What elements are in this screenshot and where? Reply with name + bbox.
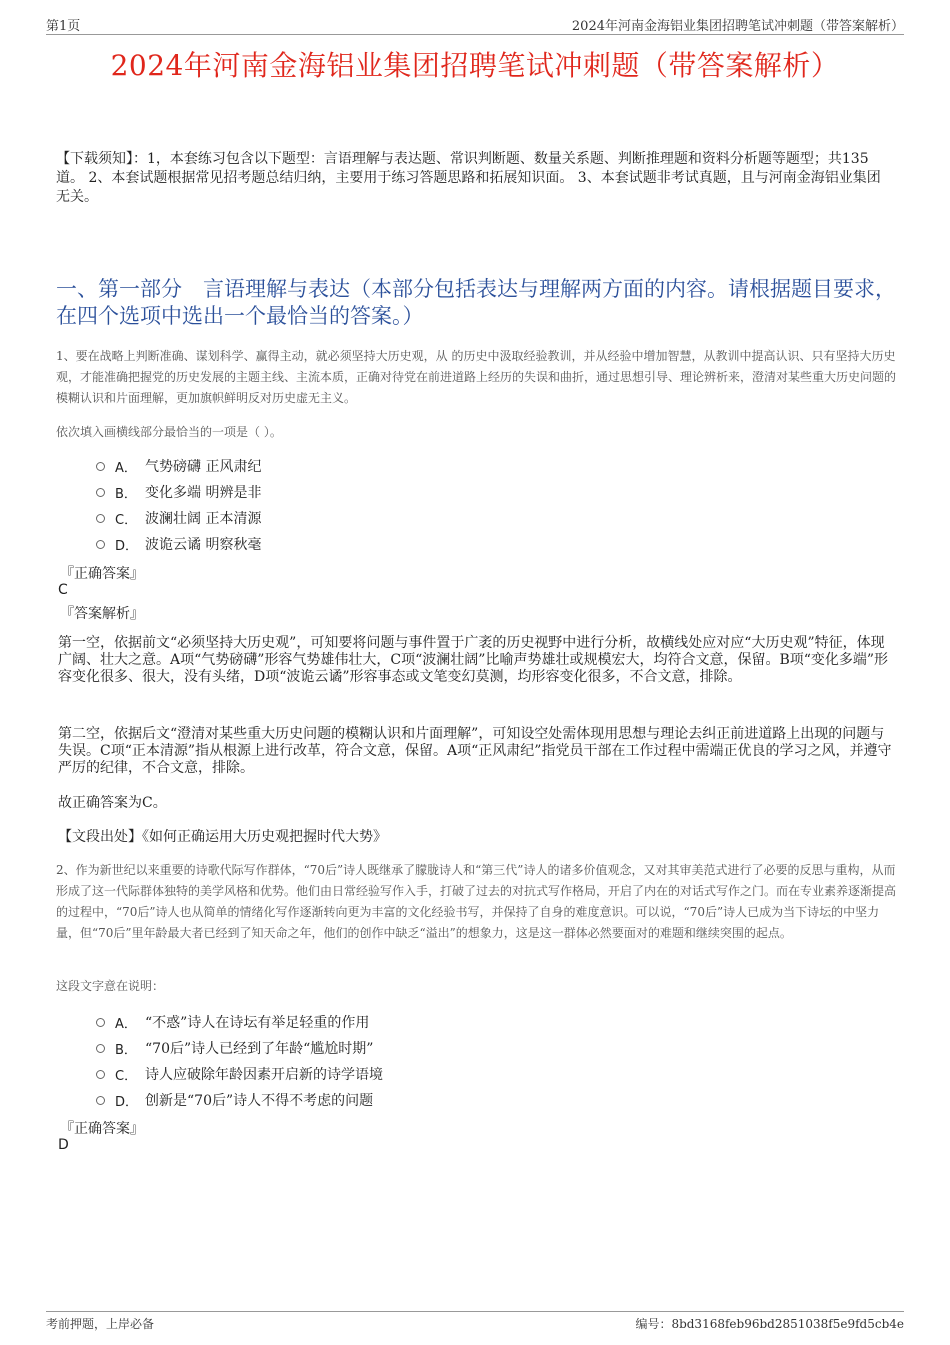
option-b[interactable]: B． “70后”诗人已经到了年龄“尴尬时期” [96, 1035, 383, 1061]
page-number: 第1页 [46, 19, 81, 34]
radio-icon[interactable] [96, 462, 105, 471]
question-2-options [96, 1009, 383, 1113]
question-1-prompt: 依次填入画横线部分最恰当的一项是（ ）。 [56, 425, 282, 439]
page-header [46, 12, 904, 35]
option-d[interactable]: D． 创新是“70后”诗人不得不考虑的问题 [96, 1087, 383, 1113]
option-a[interactable]: A． “不惑”诗人在诗坛有举足轻重的作用 [96, 1009, 383, 1035]
answer-label: 『正确答案』 [60, 1121, 144, 1137]
page-footer [46, 1311, 904, 1332]
document-id: 编号：8bd3168feb96bd2851038f5e9fd5cb4e [635, 1317, 904, 1331]
option-b[interactable]: B． 变化多端 明辨是非 [96, 479, 261, 505]
analysis-paragraph: 第二空，依据后文“澄清对某些重大历史问题的模糊认识和片面理解”，可知设空处需体现用思想与理论去纠正前进道路上出现的问题与失误。C项“正本清源”指从根源上进行改革，符合文意，保留。A项“正风肃纪”指党员干部在工作过程中需端正优良的学习之风，并遵守严厉的纪律，不合文意，排除。 [58, 726, 892, 776]
footer-slogan: 考前押题，上岸必备 [46, 1317, 155, 1331]
radio-icon[interactable] [96, 1096, 105, 1105]
radio-icon[interactable] [96, 1018, 105, 1027]
answer-value: D [58, 1137, 69, 1153]
question-1-options [96, 453, 261, 557]
radio-icon[interactable] [96, 514, 105, 523]
option-c[interactable]: C． 诗人应破除年龄因素开启新的诗学语境 [96, 1061, 383, 1087]
radio-icon[interactable] [96, 488, 105, 497]
section-heading: 一、第一部分 言语理解与表达（本部分包括表达与理解两方面的内容。请根据题目要求，在四个选项中选出一个最恰当的答案。） [56, 277, 896, 328]
radio-icon[interactable] [96, 1044, 105, 1053]
option-d[interactable]: D． 波诡云谲 明察秋毫 [96, 531, 261, 557]
header-doc-title: 2024年河南金海铝业集团招聘笔试冲刺题（带答案解析） [571, 19, 904, 34]
source-citation: 【文段出处】《如何正确运用大历史观把握时代大势》 [58, 829, 387, 845]
analysis-paragraph: 第一空，依据前文“必须坚持大历史观”，可知要将问题与事件置于广袤的历史视野中进行分析，故横线处应对应“大历史观”特征，体现广阔、壮大之意。A项“气势磅礴”形容气势雄伟壮大，C项“波澜壮阔”比喻声势雄壮或规模宏大，均符合文意，保留。B项“变化多端”形容变化很多、很大，没有头绪，D项“波诡云谲”形容事态或文笔变幻莫测，均形容变化很多，不合文意，排除。 [58, 635, 889, 685]
analysis-label: 『答案解析』 [60, 606, 144, 622]
question-1-text: 1、要在战略上判断准确、谋划科学、赢得主动，就必须坚持大历史观，从 的历史中汲取经验教训，并从经验中增加智慧，从教训中提高认识、只有坚持大历史观，才能准确把握党的历史发展的主题主线、主流本质，正确对待党在前进道路上经历的失误和曲折，通过思想引导、理论辨析来，澄清对某些重大历史问题的模糊认识和片面理解，更加旗帜鲜明反对历史虚无主义。 [56, 349, 897, 405]
answer-label: 『正确答案』 [60, 566, 144, 582]
radio-icon[interactable] [96, 1070, 105, 1079]
question-2-text: 2、作为新世纪以来重要的诗歌代际写作群体，“70后”诗人既继承了朦胧诗人和“第三代”诗人的诸多价值观念，又对其审美范式进行了必要的反思与重构，从而形成了这一代际群体独特的美学风格和优势。他们由日常经验写作入手，打破了过去的对抗式写作格局，开启了内在的对话式写作之门。而在专业素养逐渐提高的过程中，“70后”诗人也从简单的情绪化写作逐渐转向更为丰富的文化经验书写，并保持了自身的难度意识。可以说，“70后”诗人已成为当下诗坛的中坚力量，但“70后”里年龄最大者已经到了知天命之年，他们的创作中缺乏“溢出”的想象力，这是这一群体必然要面对的难题和继续突围的起点。 [56, 863, 897, 940]
download-notice: 【下载须知】：1，本套练习包含以下题型：言语理解与表达题、常识判断题、数量关系题、判断推理题和资料分析题等题型；共135道。 2、本套试题根据常见招考题总结归纳，主要用于练习答题思路和拓展知识面。 3、本套试题非考试真题，且与河南金海铝业集团无关。 [56, 151, 881, 205]
radio-icon[interactable] [96, 540, 105, 549]
option-c[interactable]: C． 波澜壮阔 正本清源 [96, 505, 261, 531]
analysis-conclusion: 故正确答案为C。 [58, 795, 167, 811]
question-2-prompt: 这段文字意在说明： [56, 979, 165, 993]
option-a[interactable]: A． 气势磅礴 正风肃纪 [96, 453, 261, 479]
document-title: 2024年河南金海铝业集团招聘笔试冲刺题（带答案解析） [110, 49, 840, 82]
answer-value: C [58, 582, 68, 598]
